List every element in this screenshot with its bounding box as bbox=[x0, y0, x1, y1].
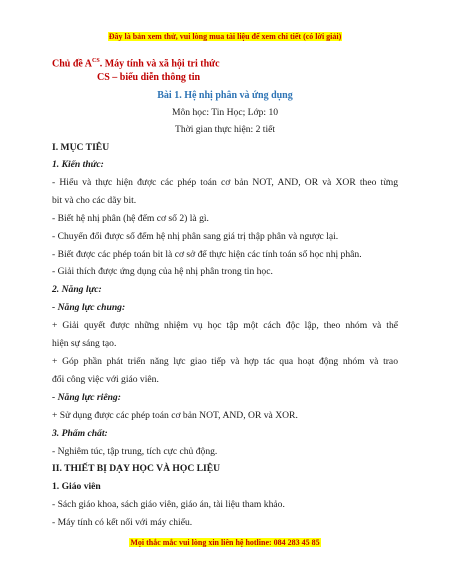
duration-line: Thời gian thực hiện: 2 tiết bbox=[174, 124, 276, 135]
qualities-heading: 3. Phẩm chất: bbox=[52, 428, 108, 439]
section-heading-objectives: I. MỤC TIÊU bbox=[52, 142, 110, 153]
competence-item: + Góp phần phát triển năng lực giao tiếp và hợp tác qua hoạt động nhóm và trao bbox=[52, 356, 398, 367]
subject-line: Môn học: Tin Học; Lớp: 10 bbox=[171, 107, 279, 118]
qualities-item: - Nghiêm túc, tập trung, tích cực chủ động. bbox=[52, 446, 218, 457]
knowledge-item: - Chuyển đổi được số đếm hệ nhị phân sang giá trị thập phân và ngược lại. bbox=[52, 231, 339, 242]
knowledge-item: - Hiểu và thực hiện được các phép toán cơ bản NOT, AND, OR và XOR theo từng bbox=[52, 177, 398, 188]
knowledge-item: - Biết hệ nhị phân (hệ đếm cơ số 2) là gì. bbox=[52, 213, 209, 224]
teacher-item: - Máy tính có kết nối với máy chiếu. bbox=[52, 517, 193, 528]
specific-competence-heading: - Năng lực riêng: bbox=[52, 392, 121, 403]
topic-heading: Chủ đề $A^{CS}$. Máy tính và xã hội tri thức bbox=[52, 58, 220, 70]
knowledge-item: - Biết được các phép toán bit là cơ sở để thực hiện các tính toán số học nhị phân. bbox=[52, 249, 362, 260]
general-competence-heading: - Năng lực chung: bbox=[52, 302, 126, 313]
preview-banner: Đây là bản xem thử, vui lòng mua tài liệu để xem chi tiết (có lời giải) bbox=[108, 32, 342, 41]
competence-item: đổi công việc với giáo viên. bbox=[52, 374, 159, 385]
competence-heading: 2. Năng lực: bbox=[52, 284, 102, 295]
knowledge-item: - Giải thích được ứng dụng của hệ nhị phân trong tin học. bbox=[52, 266, 273, 277]
competence-item: + Sử dụng được các phép toán cơ bản NOT, AND, OR và XOR. bbox=[52, 410, 298, 421]
teacher-heading: 1. Giáo viên bbox=[52, 481, 101, 492]
hotline-banner: Mọi thắc mắc vui lòng xin liên hệ hotline: 084 283 45 85 bbox=[130, 538, 320, 547]
competence-item: hiện sự sáng tạo. bbox=[52, 338, 117, 349]
subtopic-heading: CS – biểu diễn thông tin bbox=[97, 72, 201, 83]
knowledge-item: bit và cho các dãy bit. bbox=[52, 195, 137, 206]
competence-item: + Giải quyết được những nhiệm vụ học tập một cách độc lập, theo nhóm và thể bbox=[52, 320, 398, 331]
lesson-title: Bài 1. Hệ nhị phân và ứng dụng bbox=[157, 90, 293, 101]
teacher-item: - Sách giáo khoa, sách giáo viên, giáo án, tài liệu tham khảo. bbox=[52, 499, 285, 510]
knowledge-heading: 1. Kiến thức: bbox=[52, 159, 104, 170]
section-heading-equipment: II. THIẾT BỊ DẠY HỌC VÀ HỌC LIỆU bbox=[52, 463, 221, 474]
